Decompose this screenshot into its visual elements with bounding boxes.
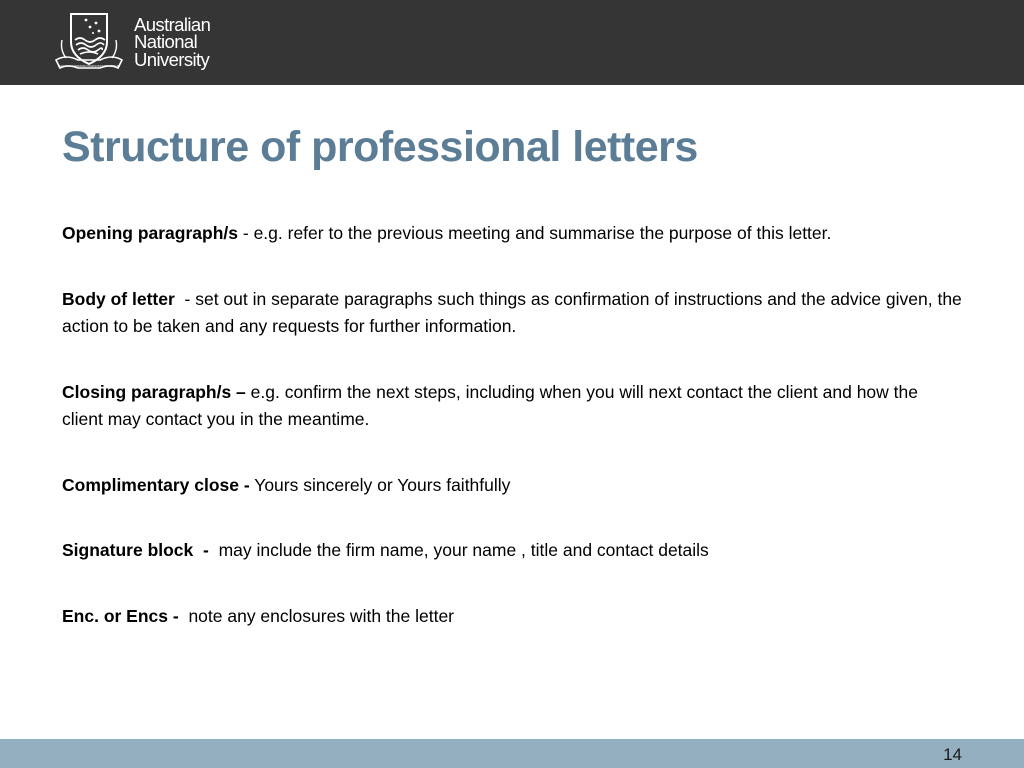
section-description: set out in separate paragraphs such things as confirmation of instructions and the advice given, the action to be taken and any requests for further information. <box>62 288 962 336</box>
page-number: 14 <box>943 745 962 764</box>
section-closing-paragraph <box>62 379 962 434</box>
section-description: e.g. refer to the previous meeting and summarise the purpose of this letter. <box>253 223 832 243</box>
anu-crest-icon <box>52 10 126 74</box>
section-enclosures <box>62 603 962 631</box>
section-complimentary-close <box>62 472 962 500</box>
section-signature-block <box>62 537 962 565</box>
university-name <box>134 13 211 70</box>
footer-bar <box>0 739 1024 768</box>
section-term: Opening paragraph/s <box>62 223 238 243</box>
section-term: Complimentary close - <box>62 474 250 495</box>
section-term: Signature block - <box>62 540 209 560</box>
slide-body <box>62 220 962 668</box>
university-name-line: National <box>134 31 198 53</box>
section-term: Body of letter <box>62 288 175 309</box>
section-description: e.g. confirm the next steps, including when you will next contact the client and how the client may contact you in the meantime. <box>62 381 918 429</box>
section-description: may include the firm name, your name , title and contact details <box>218 540 709 560</box>
section-term: Closing paragraph/s – <box>62 381 246 402</box>
university-logo[interactable] <box>52 10 210 74</box>
section-separator <box>209 540 219 560</box>
section-body-of-letter <box>62 286 962 341</box>
crest-motto: NATURAM PRIMUM COGNOSCERE RERUM <box>58 64 120 68</box>
section-separator: - <box>238 223 254 243</box>
section-opening-paragraph <box>62 220 962 248</box>
university-name-line: Australian <box>134 13 211 35</box>
slide-title: Structure of professional letters <box>62 123 698 171</box>
section-term: Enc. or Encs - <box>62 605 179 626</box>
section-description: Yours sincerely or Yours faithfully <box>254 474 511 495</box>
header-bar <box>0 0 1024 85</box>
university-name-line: University <box>134 48 210 70</box>
section-separator: - <box>174 288 196 309</box>
section-description: note any enclosures with the letter <box>188 605 455 626</box>
section-separator <box>179 606 189 626</box>
